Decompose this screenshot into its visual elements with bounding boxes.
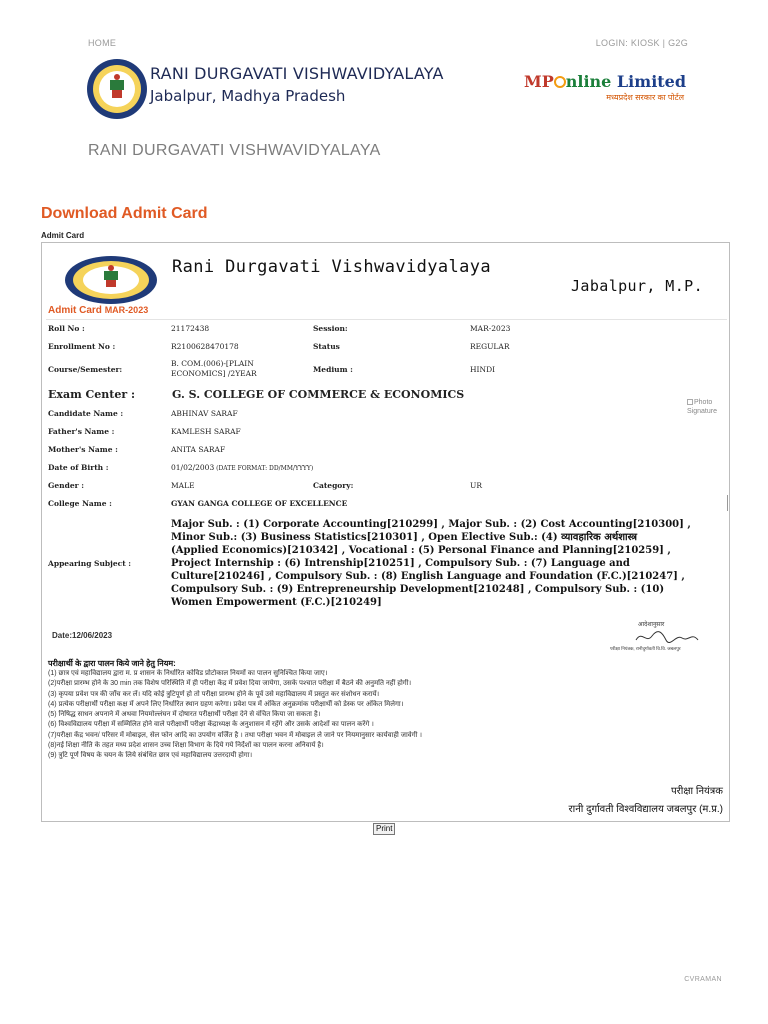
college-name-value: GYAN GANGA COLLEGE OF EXCELLENCE <box>171 499 348 508</box>
subject-line: (Applied Economics)[210342] , Vocational : (5) Personal Finance and Planning[210259] , <box>171 545 671 556</box>
enrollment-value: R2100628470178 <box>171 342 239 351</box>
roll-no-label: Roll No : <box>48 324 85 333</box>
rule-item: (6) विश्वविद्यालय परीक्षा में सम्मिलित होने वाले परीक्षार्थी परीक्षा केंद्राध्यक्ष के अनुशासन में रहेंगे और उसके आदेशों का पालन करेंगे । <box>48 721 374 729</box>
subject-line: Culture[210246] , Compulsory Sub. : (8) English Language and Foundation (F.C.)[210247] , <box>171 571 685 582</box>
controller-university: रानी दुर्गावती विश्वविद्यालय जबलपुर (म.प्र.) <box>568 804 723 815</box>
top-nav <box>88 38 688 52</box>
page-title: Download Admit Card <box>41 205 208 222</box>
rule-item: (2)परीक्षा प्रारम्भ होने के 30 min तक विशेष परिस्थिति में ही परीक्षा केंद्र में प्रवेश दिया जायेगा, उसके पश्चात परीक्षा में बैठने की अनुमति नहीं होगी। <box>48 680 412 688</box>
dob-label: Date of Birth : <box>48 463 109 472</box>
card-seal-icon <box>64 255 158 305</box>
roll-no-value: 21172438 <box>171 324 210 333</box>
medium-value: HINDI <box>470 365 496 374</box>
category-value: UR <box>470 481 482 490</box>
session-label: Session: <box>313 324 348 333</box>
section-label: Admit Card <box>41 231 85 240</box>
subject-line: Compulsory Sub. : (9) Entrepreneurship Development[210248] , Compulsory Sub. : (10) <box>171 584 665 595</box>
photo-signature-placeholder <box>687 398 717 416</box>
controller-title: परीक्षा नियंत्रक <box>670 786 723 797</box>
signature-designation: परीक्षा नियंत्रक, रानीदुर्गावती वि.वि. जबलपुर <box>610 646 681 651</box>
candidate-name-label: Candidate Name : <box>48 409 124 418</box>
appearing-subject-label: Appearing Subject : <box>48 559 132 568</box>
exam-center-value: G. S. COLLEGE OF COMMERCE & ECONOMICS <box>172 388 465 401</box>
college-name-label: College Name : <box>48 499 112 508</box>
scrollbar-marker <box>727 495 728 511</box>
rules-list <box>48 669 724 762</box>
rule-item: (9) त्रुटि पूर्ण विषय के चयन के लिये संबंधित छात्र एवं महाविद्यालय उत्तरदायी होगा। <box>48 752 253 760</box>
rule-item: (3) कृपया प्रवेश पत्र की जाँच कर लें। यदि कोई त्रुटिपूर्ण हो तो परीक्षा प्रारम्भ होने के पूर्व उसे महाविद्यालय में प्रस्तुत कर संशोधन करायें। <box>48 690 380 698</box>
signature-scribble-icon <box>632 628 702 646</box>
home-link[interactable]: HOME <box>88 38 117 48</box>
subject-line: Project Internship : (6) Intrenship[210251] , Compulsory Sub. : (7) Language and <box>171 558 630 569</box>
login-link[interactable]: LOGIN: KIOSK | G2G <box>595 38 688 48</box>
header-university-location: Jabalpur, Madhya Pradesh <box>150 87 346 105</box>
medium-label: Medium : <box>313 365 353 374</box>
admit-card-title: Admit Card MAR-2023 <box>48 305 149 316</box>
rule-item: (4) प्रत्येक परीक्षार्थी परीक्षा कक्ष में अपने लिए निर्धारित स्थान ग्रहण करेगा। प्रवेश पत्र में अंकित अनुक्रमांक परीक्षार्थी को डेस्क पर अंकित मिलेगा। <box>48 700 404 708</box>
gender-value: MALE <box>171 481 195 490</box>
footer-credit: CVRAMAN <box>684 976 722 983</box>
card-university-name: Rani Durgavati Vishwavidyalaya <box>172 257 492 277</box>
mother-name-label: Mother's Name : <box>48 445 118 454</box>
header-university-name: RANI DURGAVATI VISHWAVIDYALAYA <box>150 64 444 83</box>
status-value: REGULAR <box>470 342 510 351</box>
admit-card <box>41 242 730 822</box>
course-value-line-1: B. COM.(006)-[PLAIN <box>171 359 254 368</box>
subject-line: Women Empowerment (F.C.)[210249] <box>171 597 382 608</box>
status-label: Status <box>313 342 340 351</box>
rule-item: (1) छात्र एवं महाविद्यालय द्वारा म. प्र शासन के निर्धारित कोविड प्रोटोकाल नियमों का पालन सुनिश्चित किया जाए। <box>48 670 328 677</box>
signature-image: Signature <box>687 408 717 415</box>
exam-center-label: Exam Center : <box>48 388 136 401</box>
rule-item: (8)नई शिक्षा नीति के तहत मध्य प्रदेश शासन उच्च शिक्षा विभाग के दिये गये निर्देशों का पालन करना अनिवार्य है। <box>48 742 324 750</box>
card-university-city: Jabalpur, M.P. <box>570 277 703 295</box>
mponline-logo[interactable] <box>524 72 688 108</box>
mponline-brand: MP nline Limited <box>524 72 687 91</box>
rule-item: (5) निषिद्ध साधन अपनाने में अथवा नियमोल्लंघन में दोषारत परीक्षार्थी परीक्षा देने से वंचित किया जा सकता है। <box>48 711 321 719</box>
gender-label: Gender : <box>48 481 84 490</box>
appearing-subjects <box>171 518 719 609</box>
course-label: Course/Semester: <box>48 365 123 374</box>
category-label: Category: <box>313 481 354 490</box>
controller-signature <box>610 620 720 654</box>
university-seal-icon <box>86 58 148 120</box>
candidate-name-value: ABHINAV SARAF <box>171 409 238 418</box>
course-value-line-2: ECONOMICS] /2YEAR <box>171 369 257 378</box>
enrollment-label: Enrollment No : <box>48 342 116 351</box>
mother-name-value: ANITA SARAF <box>171 445 226 454</box>
broken-image-icon <box>687 399 693 405</box>
subject-line: Minor Sub.: (3) Business Statistics[210301] , Open Elective Sub.: (4) व्यावहारिक अर्थशास्त्र <box>171 532 638 543</box>
rule-item: (7)परीक्षा केंद्र भवन/ परिसर में मोबाइल, सेल फोन आदि का उपयोग वर्जित है । तथा परीक्षा भवन में मोबाइल ले जाने पर नियमानुसार कार्यवाही जावेगी । <box>48 731 423 739</box>
dob-value: 01/02/2003 (DATE FORMAT: DD/MM/YYYY) <box>171 463 314 472</box>
issue-date: Date:12/06/2023 <box>52 631 113 640</box>
subject-line: Major Sub. : (1) Corporate Accounting[210299] , Major Sub. : (2) Cost Accounting[210300] , <box>171 519 691 530</box>
session-value: MAR-2023 <box>470 324 511 333</box>
mponline-o-icon <box>554 76 566 88</box>
print-button[interactable]: Print <box>373 823 395 835</box>
father-name-label: Father's Name : <box>48 427 115 436</box>
father-name-value: KAMLESH SARAF <box>171 427 241 436</box>
divider <box>46 319 727 320</box>
site-heading: RANI DURGAVATI VISHWAVIDYALAYA <box>88 142 381 159</box>
photo-image: Photo <box>687 398 717 407</box>
mponline-tagline: मध्यप्रदेश सरकार का पोर्टल <box>606 93 684 102</box>
signature-order-text: आदेशानुसार <box>638 622 665 628</box>
rules-title: परीक्षार्थी के द्वारा पालन किये जाने हेतु नियम: <box>48 659 176 668</box>
